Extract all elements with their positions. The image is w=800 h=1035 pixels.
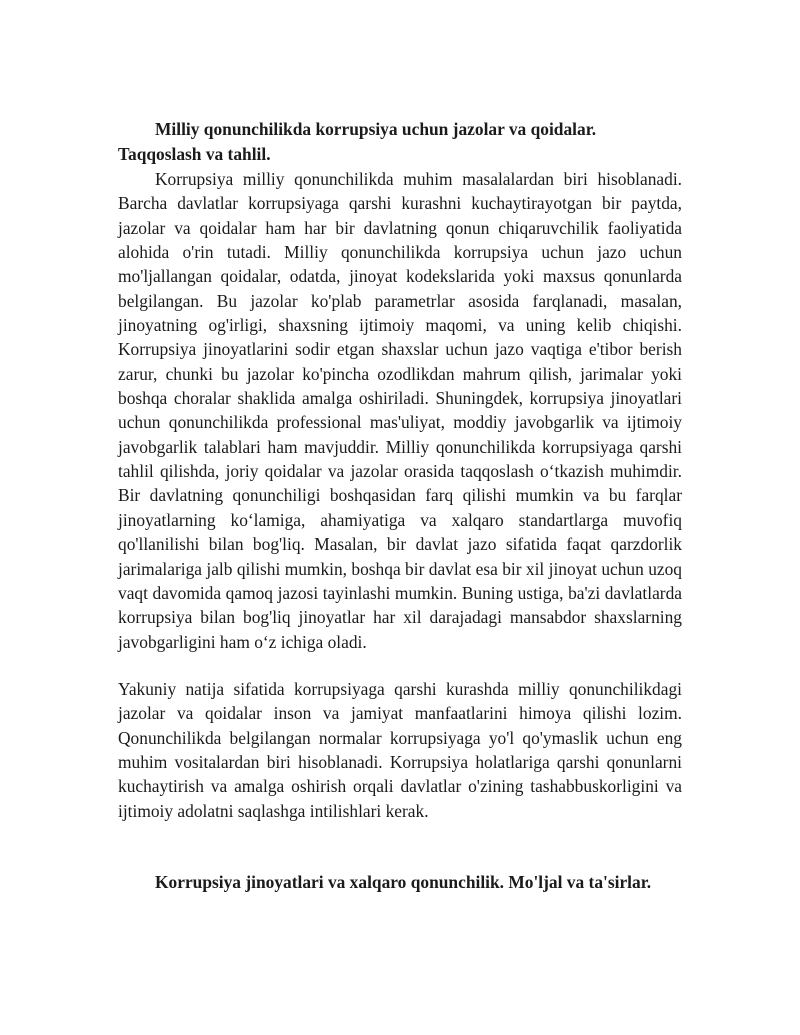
section-heading-2: Korrupsiya jinoyatlari va xalqaro qonunchilik. Mo'ljal va ta'sirlar. xyxy=(155,871,652,892)
section-heading-1: Milliy qonunchilikda korrupsiya uchun jazolar va qoidalar. Taqqoslash va tahlil. xyxy=(118,119,597,164)
section-spacer xyxy=(118,823,682,870)
body-paragraph-2: Yakuniy natija sifatida korrupsiyaga qarshi kurashda milliy qonunchilikdagi jazolar va qoidalar inson va jamiyat manfaatlarini himoya qilishi lozim. Qonunchilikda belgilangan normalar korrupsiyaga yo'l qo'ymaslik uchun eng muhim vositalardan biri hisoblanadi. Korrupsiya holatlariga qarshi qonunlarni kuchaytirish va amalga oshirish orqali davlatlar o'zining tashabbuskorligini va ijtimoiy adolatni saqlashga intilishlari kerak. xyxy=(118,678,682,821)
body-paragraph-1: Korrupsiya milliy qonunchilikda muhim masalalardan biri hisoblanadi. Barcha davlatlar korrupsiyaga qarshi kurashni kuchaytirayotgan bir paytda, jazolar va qoidalar ham har bir davlatning qonun chiqaruvchilik faoliyatida alohida o'rin tutadi. Milliy qonunchilikda korrupsiya uchun jazo uchun mo'ljallangan qoidalar, odatda, jinoyat kodekslarida yoki maxsus qonunlarda belgilangan. Bu jazolar ko'plab parametrlar asosida farqlanadi, masalan, jinoyatning og'irligi, shaxsning ijtimoiy maqomi, va uning kelib chiqishi. Korrupsiya jinoyatlarini sodir etgan shaxslar uchun jazo vaqtiga e'tibor berish zarur, chunki bu jazolar ko'pincha ozodlikdan mahrum qilish, jarimalar yoki boshqa choralar shaklida amalga oshiriladi. Shuningdek, korrupsiya jinoyatlari uchun qonunchilikda professional mas'uliyat, moddiy javobgarlik va ijtimoiy javobgarlik talablari ham mavjuddir. Milliy qonunchilikda korrupsiyaga qarshi tahlil qilishda, joriy qoidalar va jazolar orasida taqqoslash o‘tkazish muhimdir. Bir davlatning qonunchiligi boshqasidan farq qilishi mumkin va bu farqlar jinoyatlarning ko‘lamiga, ahamiyatiga va xalqaro standartlarga muvofiq qo'llanilishi bilan bog'liq. Masalan, bir davlat jazo sifatida faqat qarzdorlik jarimalariga jalb qilishi mumkin, boshqa bir davlat esa bir xil jinoyat uchun uzoq vaqt davomida qamoq jazosi tayinlashi mumkin. Buning ustiga, ba'zi davlatlarda korrupsiya bilan bog'liq jinoyatlar har xil darajadagi mansabdor shaxslarning javobgarligini ham o‘z ichiga oladi. xyxy=(118,169,682,652)
paragraph-spacer xyxy=(118,654,682,677)
